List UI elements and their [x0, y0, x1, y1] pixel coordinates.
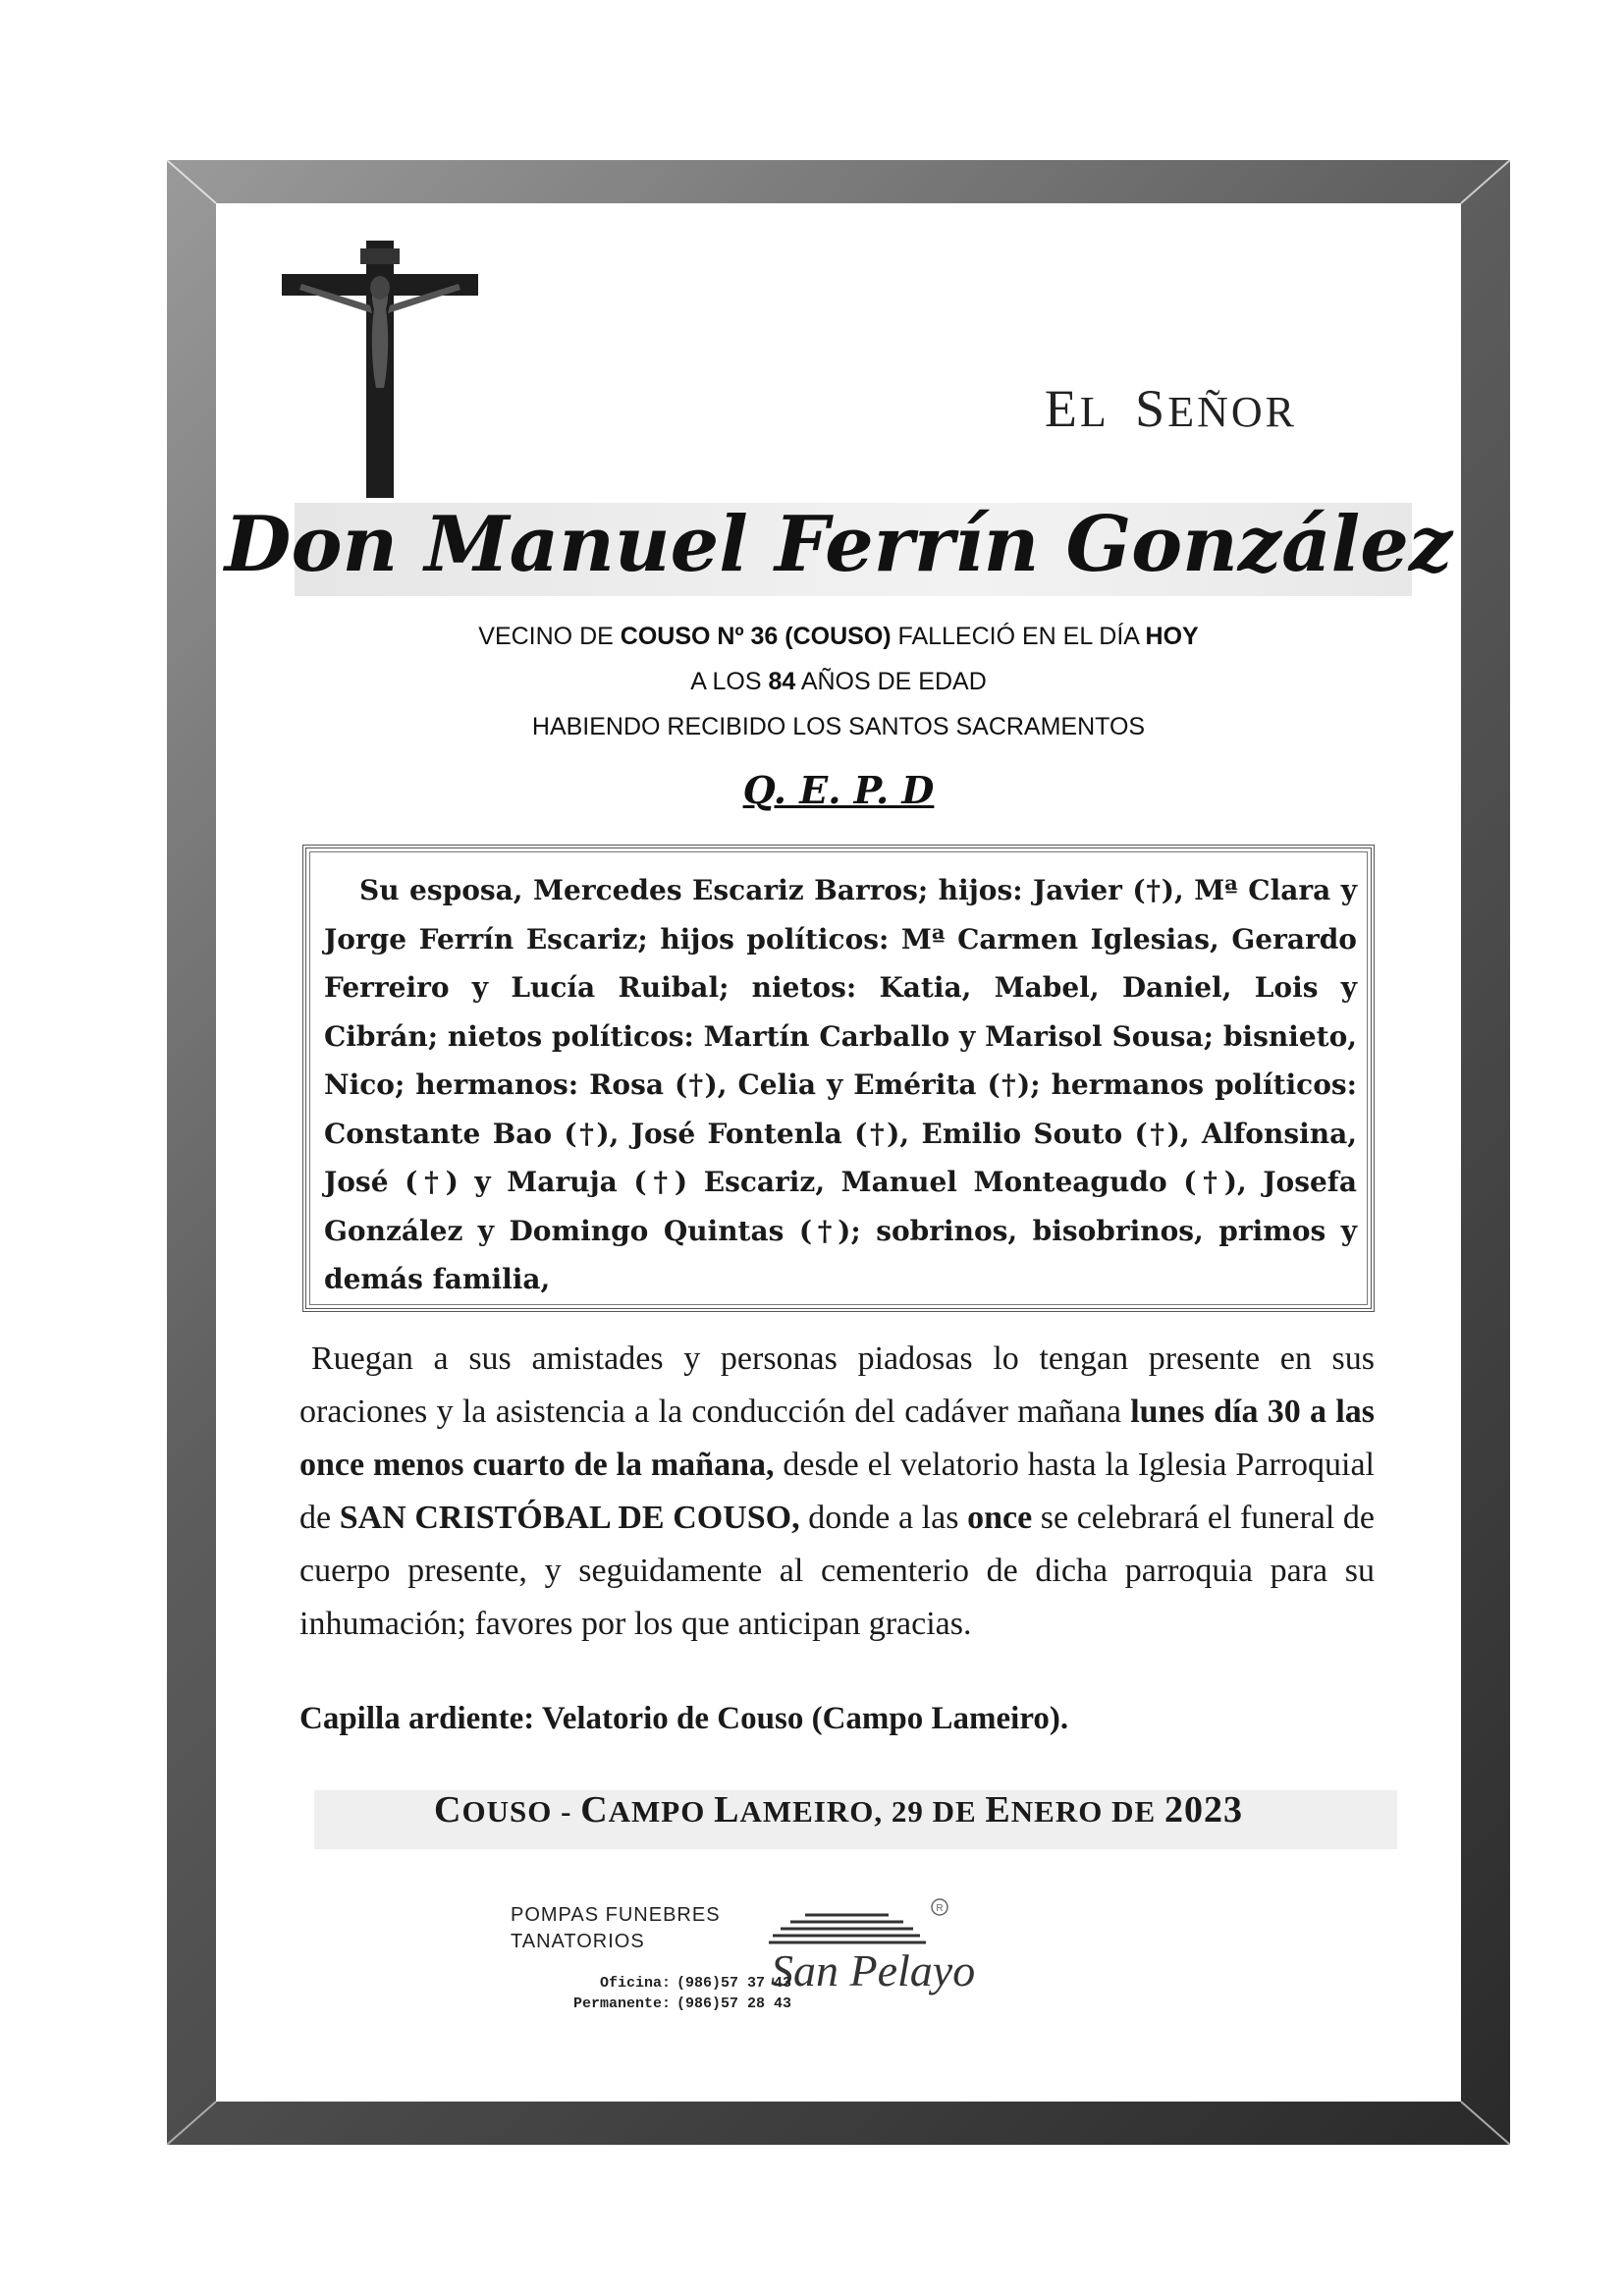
- funeral-home-name: POMPAS FUNEBRES TANATORIOS: [511, 1904, 721, 1952]
- intro-block: [216, 614, 1461, 749]
- contact-permanent: Permanente: (986)57 28 43: [572, 1995, 792, 2012]
- san-pelayo-logo: [751, 1887, 1046, 2015]
- ceremony-text: Ruegan a sus amistades y personas piadosas lo tengan presente en sus oraciones y la asistencia a la conducción del cadáver mañana lunes día 30 a las once menos cuarto de la mañana, desde el velatorio hasta la Iglesia Parroquial de SAN CRISTÓBAL DE COUSO, donde a las once se celebrará el funeral de cuerpo presente, y seguidamente al cementerio de dicha parroquia para su inhumación; favores por los que anticipan gracias.: [299, 1340, 1376, 1642]
- svg-text:R: R: [936, 1903, 944, 1914]
- intro-line-1: VECINO DE COUSO Nº 36 (COUSO) FALLECIÓ EN EL DÍA HOY: [478, 623, 1199, 650]
- notice-body: [216, 203, 1461, 2102]
- place-date: COUSO - CAMPO LAMEIRO, 29 DE ENERO DE 2023: [434, 1789, 1243, 1831]
- capilla-ardiente: Capilla ardiente: Velatorio de Couso (Campo Lameiro).: [299, 1701, 1069, 1736]
- svg-text:San Pelayo: San Pelayo: [771, 1945, 976, 1995]
- intro-line-3: HABIENDO RECIBIDO LOS SANTOS SACRAMENTOS: [531, 713, 1146, 740]
- contact-phones: [536, 1973, 791, 2014]
- crucifix-icon: [282, 241, 478, 498]
- intro-line-2: A LOS 84 AÑOS DE EDAD: [690, 668, 987, 695]
- title-el-senor: EL SEÑOR: [1044, 379, 1297, 438]
- qepd: Q. E. P. D: [742, 768, 935, 812]
- contact-office: Oficina: (986)57 37 43: [599, 1975, 792, 1992]
- family-box: [302, 845, 1375, 1312]
- mourning-frame: [167, 160, 1510, 2145]
- family-text: Su esposa, Mercedes Escariz Barros; hijos: Javier (†), Mª Clara y Jorge Ferrín Escariz; hijos políticos: Mª Carmen Iglesias, Gerardo Ferreiro y Lucía Ruibal; nietos: Katia, Mabel, Daniel, Lois y Cibrán; nietos políticos: Martín Carballo y Marisol Sousa; bisnieto, Nico; hermanos: Rosa (†), Celia y Emérita (†); hermanos políticos: Constante Bao (†), José Fontenla (†), Emilio Souto (†), Alfonsina, José (†) y Maruja (†) Escariz, Manuel Monteagudo (†), Josefa González y Domingo Quintas (†); sobrinos, bisobrinos, primos y demás familia,: [324, 874, 1357, 1295]
- deceased-name: Don Manuel Ferrín González: [224, 500, 1453, 589]
